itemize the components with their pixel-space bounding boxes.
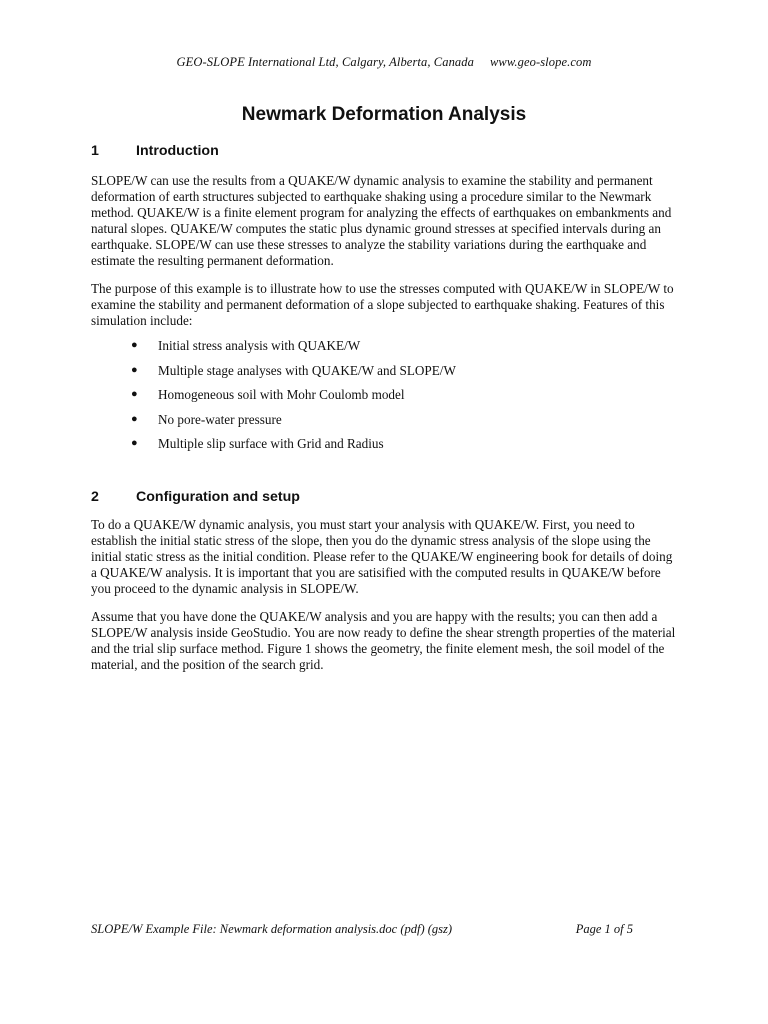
section-title: Introduction xyxy=(136,143,219,159)
bullet-icon: ● xyxy=(131,388,138,401)
bullet-icon: ● xyxy=(131,363,138,376)
section-number: 1 xyxy=(91,143,99,159)
list-item-text: Multiple slip surface with Grid and Radius xyxy=(158,436,384,452)
list-item xyxy=(131,338,456,363)
list-item-text: Initial stress analysis with QUAKE/W xyxy=(158,338,361,353)
list-item xyxy=(131,412,456,437)
document-title: Newmark Deformation Analysis xyxy=(241,104,527,125)
page-footer xyxy=(91,922,633,937)
section-heading-configuration xyxy=(91,489,300,505)
section-title: Configuration and setup xyxy=(136,489,300,505)
paragraph: To do a QUAKE/W dynamic analysis, you must start your analysis with QUAKE/W. First, you need to establish the initial static stress of the slope, then you do the dynamic stress analysis of the slope using the initial static stress as the initial condition. Please refer to the QUAKE/W engineering book for details of doing a QUAKE/W analysis. It is important that you are satisified with the computed results in QUAKE/W before you proceed to the dynamic analysis in SLOPE/W. xyxy=(91,517,673,596)
section-heading-introduction xyxy=(91,143,219,159)
bullet-icon: ● xyxy=(131,412,138,425)
paragraph: SLOPE/W can use the results from a QUAKE/W dynamic analysis to examine the stability and permanent deformation of earth structures subjected to earthquake shaking using a procedure similar to the Newmark method. QUAKE/W is a finite element program for analyzing the effects of earthquakes on embankments and natural slopes. QUAKE/W computes the static plus dynamic ground stresses at specified intervals during an earthquake. SLOPE/W can use these stresses to analyze the stability variations during the earthquake and estimate the resulting permanent deformation. xyxy=(91,173,672,268)
bullet-icon: ● xyxy=(131,339,138,351)
footer-page-number: Page 1 of 5 xyxy=(575,922,633,936)
list-item-text: No pore-water pressure xyxy=(158,411,282,427)
bullet-icon: ● xyxy=(131,437,138,450)
list-item xyxy=(131,387,456,412)
header-url: www.geo-slope.com xyxy=(489,55,592,69)
paragraph: The purpose of this example is to illustrate how to use the stresses computed with QUAKE/W in SLOPE/W to examine the stability and permanent deformation of a slope subjected to earthquake shaking. Features of this simulation include: xyxy=(91,281,674,328)
paragraph: Assume that you have done the QUAKE/W analysis and you are happy with the results; you can then add a SLOPE/W analysis inside GeoStudio. You are now ready to define the shear strength properties of the material and the trial slip surface method. Figure 1 shows the geometry, the finite element mesh, the soil model of the material, and the position of the search grid. xyxy=(91,609,676,672)
list-item xyxy=(131,363,456,388)
footer-file-info: SLOPE/W Example File: Newmark deformation analysis.doc (pdf) (gsz) xyxy=(91,922,453,936)
feature-list xyxy=(131,338,456,461)
list-item-text: Homogeneous soil with Mohr Coulomb model xyxy=(158,387,405,403)
list-item xyxy=(131,436,456,461)
section-number: 2 xyxy=(91,489,99,505)
header-org: GEO-SLOPE International Ltd, Calgary, Alberta, Canada xyxy=(176,55,474,69)
page-header xyxy=(0,55,768,70)
list-item-text: Multiple stage analyses with QUAKE/W and SLOPE/W xyxy=(158,362,456,378)
